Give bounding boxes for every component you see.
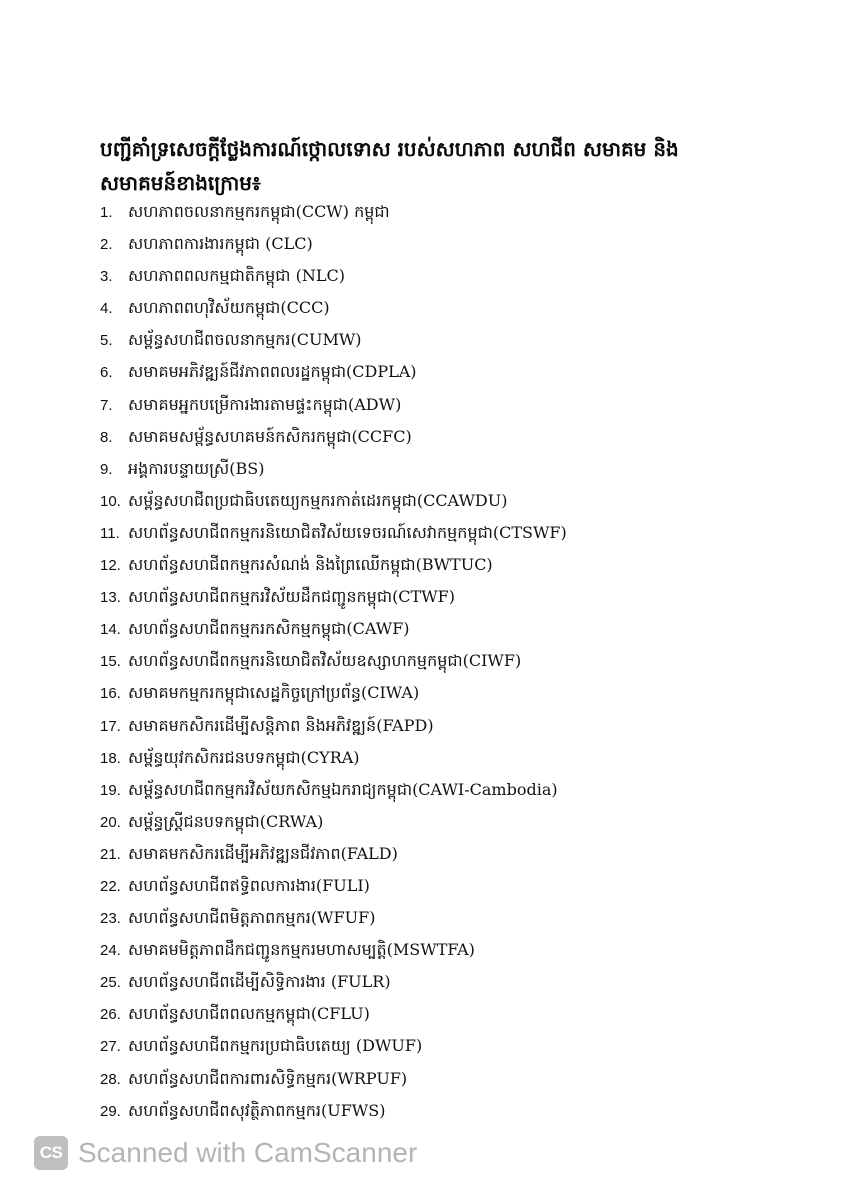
list-item-number: 1.	[100, 204, 113, 221]
camscanner-logo-icon: CS	[34, 1136, 68, 1170]
organization-list	[100, 196, 820, 1127]
list-item-number: 6.	[100, 364, 113, 382]
list-item	[100, 870, 820, 902]
list-item-number: 9.	[100, 460, 113, 478]
list-item	[100, 677, 820, 709]
list-item	[100, 1063, 820, 1095]
list-item	[100, 517, 820, 549]
list-item-number: 5.	[100, 332, 113, 350]
list-item-label: សហព័ន្ធសហជីពកម្មករនិយោជិតវិស័យឧស្សាហកម្មកម្ពុជា(CIWF)	[128, 651, 522, 671]
list-item-label: សហព័ន្ធសហជីពកម្មករវិស័យដឹកជញ្ជូនកម្ពុជា(CTWF)	[128, 587, 456, 607]
list-item-number: 25.	[100, 974, 121, 992]
list-item-number: 22.	[100, 877, 121, 895]
list-item	[100, 1030, 820, 1062]
list-item	[100, 421, 820, 453]
list-item-number: 26.	[100, 1006, 121, 1024]
list-item-label: សម្ព័ន្ធសហជីពចលនាកម្មករ(CUMW)	[128, 330, 362, 350]
list-item-label: សហព័ន្ធសហជីពឥទ្ធិពលការងារ(FULI)	[128, 875, 370, 895]
list-item-label: សមាគមមិត្តភាពដឹកជញ្ជូនកម្មករមហាសម្បត្តិ(MSWTFA)	[128, 940, 475, 960]
list-item-number: 7.	[100, 396, 113, 414]
list-item-number: 29.	[100, 1102, 121, 1120]
list-item	[100, 581, 820, 613]
list-item-label: សម្ព័ន្ធស្ត្រីជនបទកម្ពុជា(CRWA)	[128, 811, 324, 831]
list-item-label: សមាគមកម្មករកម្ពុជាសេដ្ឋកិច្ចក្រៅប្រព័ន្ធ(CIWA)	[128, 683, 420, 703]
list-item-label: សមាគមកសិករដើម្បីអភិវឌ្ឍនជីវភាព(FALD)	[128, 843, 398, 863]
list-item-number: 10.	[100, 492, 121, 510]
document-heading: បញ្ជីគាំទ្រសេចក្តីថ្លែងការណ៍ថ្កោលទោស របស់សហភាព សហជីព សមាគម និង សមាគមន៍ខាងក្រោម៖	[100, 137, 679, 195]
list-item-number: 23.	[100, 910, 121, 928]
list-item-number: 21.	[100, 845, 121, 863]
list-item-label: សហភាពពហុវិស័យកម្ពុជា(CCC)	[128, 298, 330, 318]
list-item	[100, 902, 820, 934]
list-item	[100, 934, 820, 966]
list-item-label: សហព័ន្ធសហជីពការពារសិទ្ធិកម្មករ(WRPUF)	[128, 1068, 408, 1088]
list-item	[100, 613, 820, 645]
list-item-number: 14.	[100, 621, 121, 639]
list-item-number: 13.	[100, 589, 121, 607]
list-item-label: សមាគមអភិវឌ្ឍន៍ជីវភាពពលរដ្ឋកម្ពុជា(CDPLA)	[128, 362, 417, 382]
list-item	[100, 998, 820, 1030]
list-item	[100, 196, 820, 228]
list-item	[100, 838, 820, 870]
list-item-number: 24.	[100, 942, 121, 960]
list-item-label: សហព័ន្ធសហជីពកម្មករកសិកម្មកម្ពុជា(CAWF)	[128, 619, 410, 639]
list-item-label: សមាគមកសិករដើម្បីសន្តិភាព និងអភិវឌ្ឍន៍(FAPD)	[128, 715, 434, 735]
list-item	[100, 1095, 820, 1127]
list-item-number: 15.	[100, 653, 121, 671]
list-item-label: សហព័ន្ធសហជីពកម្មករសំណង់ និងព្រៃឈើកម្ពុជា(BWTUC)	[128, 555, 493, 575]
list-item-number: 18.	[100, 749, 121, 767]
watermark-text: Scanned with CamScanner	[78, 1137, 418, 1168]
list-item	[100, 453, 820, 485]
list-item	[100, 228, 820, 260]
list-item-label: សហព័ន្ធសហជីពសុវត្ថិភាពកម្មករ(UFWS)	[128, 1100, 386, 1120]
list-item-number: 20.	[100, 813, 121, 831]
list-item-number: 28.	[100, 1070, 121, 1088]
list-item	[100, 710, 820, 742]
list-item-label: សហព័ន្ធសហជីពកម្មករនិយោជិតវិស័យទេចរណ៍សេវាកម្មកម្ពុជា(CTSWF)	[128, 522, 567, 542]
list-item	[100, 292, 820, 324]
list-item-label: សមាគមសម្ព័ន្ធសហគមន៍កសិករកម្ពុជា(CCFC)	[128, 426, 412, 446]
list-item-label: សហភាពពលកម្មជាតិកម្ពុជា (NLC)	[128, 266, 345, 286]
list-item-label: សម្ព័ន្ធយុវកសិករជនបទកម្ពុជា(CYRA)	[128, 747, 360, 767]
list-item-number: 19.	[100, 781, 121, 799]
list-item-number: 8.	[100, 428, 113, 446]
list-item	[100, 966, 820, 998]
list-item-number: 16.	[100, 685, 121, 703]
list-item-number: 12.	[100, 557, 121, 575]
list-item-label: សហព័ន្ធសហជីពមិត្តភាពកម្មករ(WFUF)	[128, 908, 376, 928]
list-item-label: សហភាពការងារកម្ពុជា (CLC)	[128, 234, 313, 254]
camscanner-watermark	[34, 1134, 417, 1172]
list-item	[100, 645, 820, 677]
list-item-label: សម្ព័ន្ធសហជីពប្រជាធិបតេយ្យកម្មករកាត់ដេរកម្ពុជា(CCAWDU)	[128, 490, 508, 510]
list-item-number: 4.	[100, 300, 113, 318]
list-item	[100, 260, 820, 292]
list-item	[100, 389, 820, 421]
list-item-label: សម្ព័ន្ធសហជីពកម្មករវិស័យកសិកម្មឯករាជ្យកម្ពុជា(CAWI-Cambodia)	[128, 779, 558, 799]
list-item	[100, 806, 820, 838]
list-item-number: 27.	[100, 1038, 121, 1056]
list-item-number: 17.	[100, 717, 121, 735]
list-item	[100, 742, 820, 774]
list-item-label: សហព័ន្ធសហជីពកម្មករប្រជាធិបតេយ្យ (DWUF)	[128, 1036, 423, 1056]
list-item-label: សហព័ន្ធសហជីពពលកម្មកម្ពុជា(CFLU)	[128, 1004, 370, 1024]
list-item	[100, 356, 820, 388]
list-item-number: 2.	[100, 236, 113, 254]
list-item-label: សមាគមអ្នកបម្រើការងារតាមផ្ទះកម្ពុជា(ADW)	[128, 394, 402, 414]
list-item	[100, 324, 820, 356]
list-item	[100, 774, 820, 806]
list-item	[100, 485, 820, 517]
list-item-number: 11.	[100, 524, 120, 542]
list-item-number: 3.	[100, 268, 113, 286]
list-item-label: សហព័ន្ធសហជីពដើម្បីសិទ្ធិការងារ (FULR)	[128, 972, 391, 992]
list-item-label: អង្គការបន្ទាយស្រី(BS)	[128, 458, 265, 478]
list-item-label: សហភាពចលនាកម្មករកម្ពុជា(CCW) កម្ពុជា	[128, 202, 390, 221]
list-item	[100, 549, 820, 581]
